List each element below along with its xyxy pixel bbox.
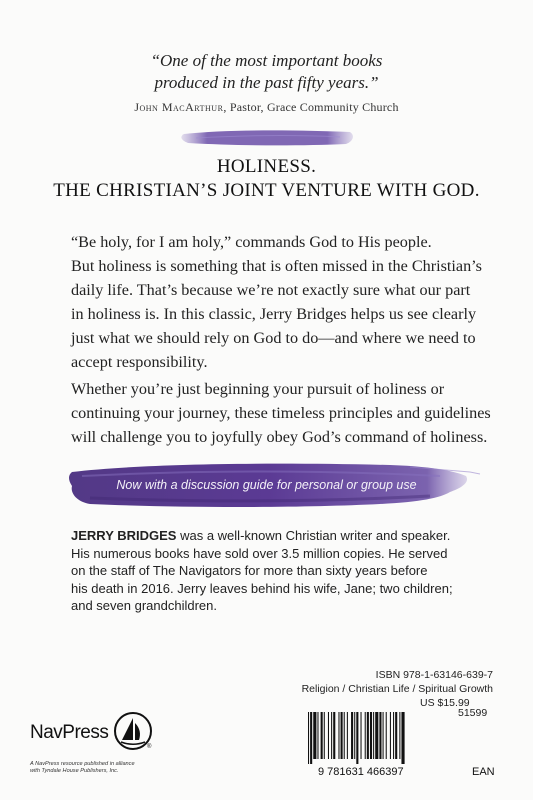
banner-text: Now with a discussion guide for personal or group use <box>116 478 417 492</box>
description-line: in holiness is. In this classic, Jerry Bridges helps us see clearly <box>71 305 477 323</box>
barcode-bar <box>365 712 366 759</box>
headline-line-1: HOLINESS. <box>216 156 317 177</box>
purple-brush-stroke-small <box>0 118 533 158</box>
description-line: will challenge you to joyfully obey God’s command of holiness. <box>71 428 488 446</box>
barcode-bar <box>338 712 339 759</box>
description-line: just what we should rely on God to do—and where we need to <box>71 329 476 347</box>
barcode-bar <box>356 712 358 764</box>
barcode-bar <box>390 712 391 759</box>
bio-line: His numerous books have sold over 3.5 million copies. He served <box>71 545 448 561</box>
barcode-bar <box>383 712 384 759</box>
barcode-bar <box>379 712 381 759</box>
category-text: Religion / Christian Life / Spiritual Growth <box>301 683 493 695</box>
endorsement-author: John MacArthur <box>134 100 224 114</box>
barcode-bar <box>341 712 343 759</box>
bio-line: on the staff of The Navigators for more than sixty years before <box>71 563 428 579</box>
barcode-bar <box>333 712 335 759</box>
description-line: “Be holy, for I am holy,” commands God to His people. <box>71 233 432 251</box>
description-line: daily life. That’s because we’re not exactly sure what our part <box>71 281 471 299</box>
barcode-bar <box>351 712 353 759</box>
barcode-bar <box>344 712 345 759</box>
endorsement-quote-line-1: “One of the most important books <box>150 51 383 70</box>
barcode-bar <box>375 712 378 759</box>
description-line: accept responsibility. <box>71 353 208 371</box>
price-text: US $15.99 <box>420 697 470 709</box>
isbn-text: ISBN 978-1-63146-639-7 <box>375 669 493 681</box>
barcode-bar <box>393 712 394 759</box>
endorsement-quote-line-2: produced in the past fifty years.” <box>154 73 379 92</box>
barcode-bar <box>395 712 397 759</box>
publisher-note <box>30 761 135 775</box>
barcode-bar <box>361 712 362 759</box>
bio-line: his death in 2016. Jerry leaves behind his wife, Jane; two children; <box>71 580 453 596</box>
price-code: 51599 <box>458 707 488 719</box>
barcode-bar <box>386 712 387 759</box>
barcode-bar <box>313 712 316 759</box>
endorsement-attribution <box>0 100 533 115</box>
barcode-bar <box>321 712 323 759</box>
registered-mark: ® <box>147 744 152 750</box>
barcode-bar <box>324 712 325 759</box>
description-paragraph-2 <box>71 377 491 449</box>
description-line: Whether you’re just beginning your pursuit of holiness or <box>71 380 445 398</box>
barcode-bar <box>310 712 312 764</box>
publisher-note-line-2: with Tyndale House Publishers, Inc. <box>30 768 119 774</box>
endorsement-author-role: , Pastor, Grace Community Church <box>223 100 399 114</box>
barcode-bar <box>354 712 355 759</box>
barcode-bar <box>317 712 318 759</box>
barcode-bar <box>370 712 372 759</box>
barcode-bar <box>308 712 309 764</box>
ean-label: EAN <box>472 766 495 778</box>
barcode-digits: 9 781631 466397 <box>318 766 404 778</box>
author-bio <box>71 527 491 615</box>
description-paragraph-1 <box>71 230 482 374</box>
barcode <box>306 712 495 764</box>
bio-line-1-rest: was a well-known Christian writer and speaker. <box>176 528 451 543</box>
bio-line: and seven grandchildren. <box>71 598 217 614</box>
bio-line <box>71 527 491 545</box>
headline-line-2: THE CHRISTIAN’S JOINT VENTURE WITH GOD. <box>53 180 480 201</box>
publisher-name: NavPress <box>30 722 109 743</box>
barcode-bar <box>399 712 400 759</box>
barcode-bar <box>367 712 369 759</box>
barcode-bar <box>331 712 332 759</box>
description-line: But holiness is something that is often missed in the Christian’s <box>71 257 482 275</box>
barcode-bar <box>347 712 348 759</box>
description-line: continuing your journey, these timeless principles and guidelines <box>71 404 491 422</box>
bio-author-name: JERRY BRIDGES <box>71 528 177 543</box>
barcode-bar <box>401 712 404 764</box>
barcode-bar <box>373 712 374 759</box>
barcode-bar <box>328 712 329 759</box>
publisher-note-line-1: A NavPress resource published in alliance <box>30 761 135 767</box>
